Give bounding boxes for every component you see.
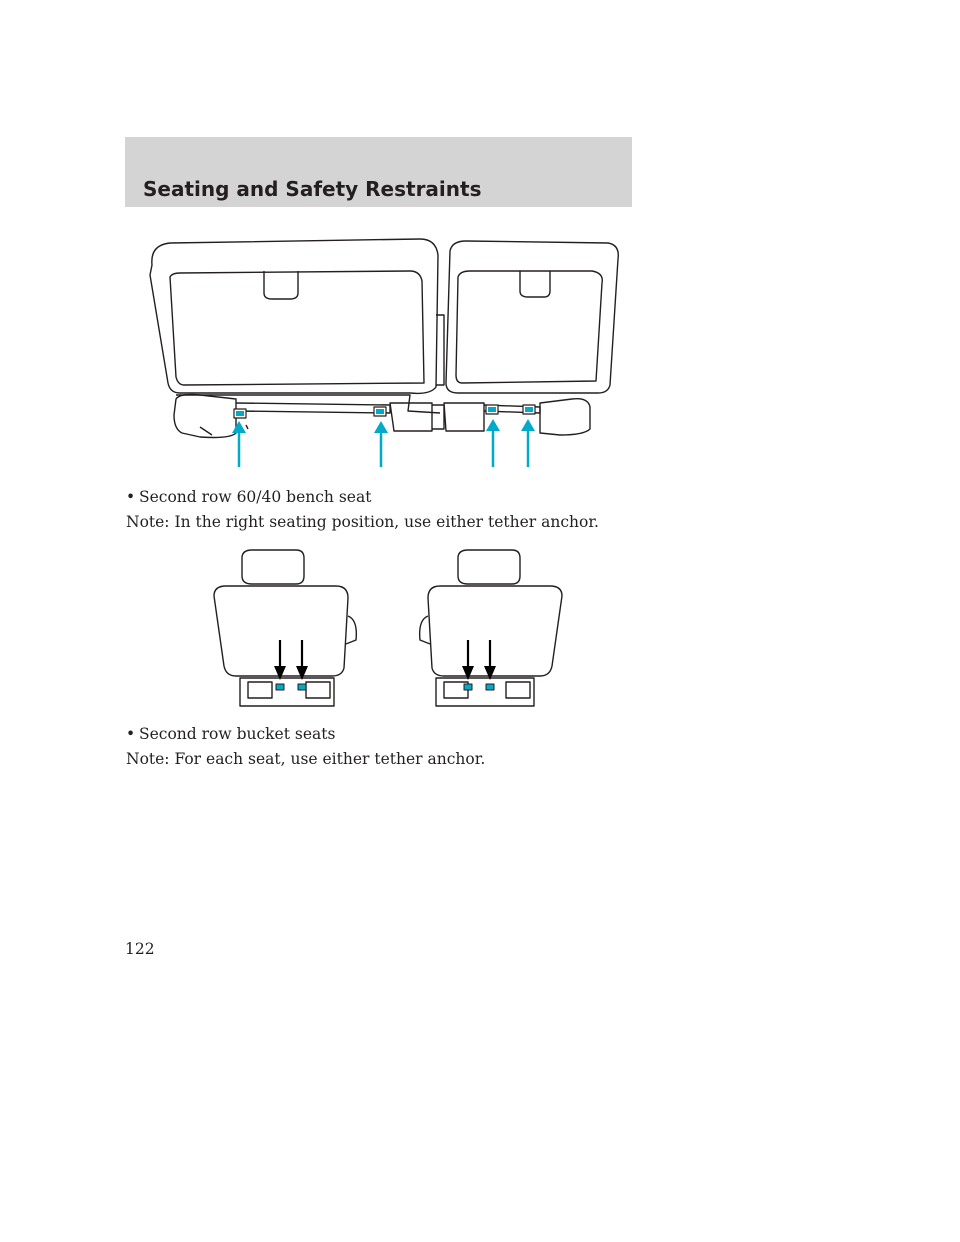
- section-header: [125, 137, 632, 207]
- bucket-seat-left: [214, 550, 356, 706]
- bucket-seats-bullet-text: Second row bucket seats: [139, 725, 336, 743]
- bucket-seat-right: [420, 550, 562, 706]
- bench-seat-60-section: [150, 239, 440, 413]
- bullet-icon: •: [126, 725, 136, 743]
- bucket-tether-anchors: [276, 684, 494, 690]
- bucket-seats-note: Note: For each seat, use either tether anchor.: [126, 750, 486, 768]
- bench-seat-bullet: [126, 487, 371, 507]
- bucket-seats-bullet: [126, 724, 335, 744]
- bench-seat-note: Note: In the right seating position, use either tether anchor.: [126, 513, 599, 531]
- bucket-tether-arrows: [274, 640, 496, 680]
- page-number: 122: [125, 940, 155, 958]
- bench-seat-bullet-text: Second row 60/40 bench seat: [139, 488, 372, 506]
- bucket-seats-illustration: [200, 540, 580, 710]
- bullet-icon: •: [126, 488, 136, 506]
- bench-seat-40-section: [436, 241, 618, 393]
- tether-arrows: [232, 419, 535, 467]
- bench-seat-illustration: [140, 235, 620, 475]
- section-title: Seating and Safety Restraints: [143, 177, 482, 201]
